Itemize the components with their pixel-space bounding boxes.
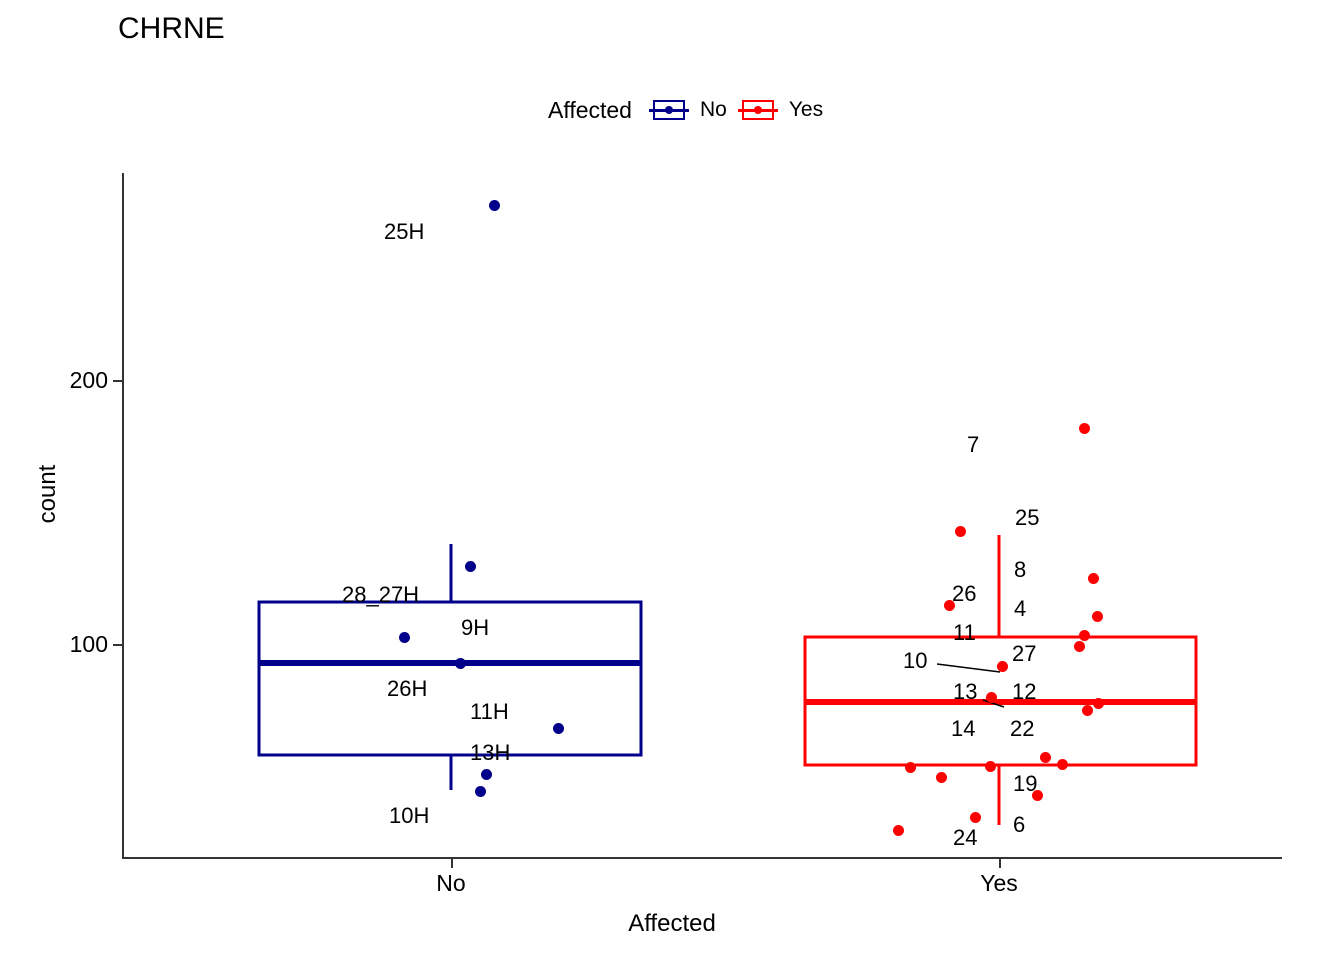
data-point[interactable] [399, 632, 410, 643]
point-label: 19 [1013, 771, 1038, 796]
point-label: 13H [470, 740, 511, 765]
point-label: 26 [952, 581, 977, 606]
y-tick-mark-200 [113, 380, 122, 382]
point-label: 6 [1013, 812, 1026, 837]
data-point[interactable] [985, 761, 996, 772]
point-label: 25H [384, 219, 425, 244]
data-point[interactable] [465, 561, 476, 572]
data-point[interactable] [475, 786, 486, 797]
point-label: 26H [387, 676, 428, 701]
x-tick-label-no: No [436, 870, 466, 896]
data-point[interactable] [1057, 759, 1068, 770]
data-point[interactable] [1088, 573, 1099, 584]
box-no [259, 544, 641, 790]
data-point[interactable] [553, 723, 564, 734]
legend-key-yes[interactable] [737, 93, 779, 127]
x-tick-mark-yes [999, 859, 1001, 868]
point-label: 14 [951, 716, 976, 741]
data-point[interactable] [489, 200, 500, 211]
y-axis-label: count [34, 464, 61, 524]
point-label: 10 [903, 648, 928, 673]
point-label: 24 [953, 825, 978, 850]
legend-label-yes: Yes [788, 98, 824, 121]
y-axis-line [122, 173, 124, 858]
x-tick-label-yes: Yes [980, 870, 1018, 896]
data-point[interactable] [481, 769, 492, 780]
point-label: 12 [1012, 679, 1037, 704]
point-label: 11 [953, 620, 976, 645]
data-point[interactable] [1079, 423, 1090, 434]
y-tick-label-200: 200 [69, 367, 108, 393]
data-point[interactable] [1093, 698, 1104, 709]
x-tick-mark-no [451, 859, 453, 868]
data-point[interactable] [1074, 641, 1085, 652]
data-point[interactable] [936, 772, 947, 783]
data-point[interactable] [955, 526, 966, 537]
page-title: CHRNE [118, 12, 225, 45]
legend-title: Affected [548, 96, 632, 123]
data-point[interactable] [986, 692, 997, 703]
point-label: 22 [1010, 716, 1035, 741]
point-label: 4 [1014, 596, 1027, 621]
data-point[interactable] [1092, 611, 1103, 622]
data-point[interactable] [905, 762, 916, 773]
box-yes [805, 535, 1196, 825]
point-label: 8 [1014, 557, 1027, 582]
data-point[interactable] [1040, 752, 1051, 763]
point-label: 7 [967, 432, 980, 457]
data-point[interactable] [1082, 705, 1093, 716]
data-point[interactable] [1079, 630, 1090, 641]
legend-key-no[interactable] [648, 93, 690, 127]
y-tick-label-100: 100 [69, 631, 108, 657]
point-label: 27 [1012, 641, 1037, 666]
x-axis-line [122, 857, 1282, 859]
point-label: 28_27H [342, 582, 420, 607]
point-label: 9H [461, 615, 490, 640]
data-point[interactable] [970, 812, 981, 823]
point-label: 13 [953, 679, 978, 704]
data-point[interactable] [893, 825, 904, 836]
legend-point [665, 106, 673, 114]
y-tick-mark-100 [113, 644, 122, 646]
legend [548, 93, 823, 127]
x-axis-label: Affected [628, 910, 716, 937]
point-label: 10H [389, 803, 430, 828]
point-label: 11H [470, 699, 509, 724]
point-label: 25 [1015, 505, 1040, 530]
legend-point [754, 106, 762, 114]
data-point[interactable] [997, 661, 1008, 672]
legend-label-no: No [699, 98, 727, 121]
data-point[interactable] [455, 658, 466, 669]
